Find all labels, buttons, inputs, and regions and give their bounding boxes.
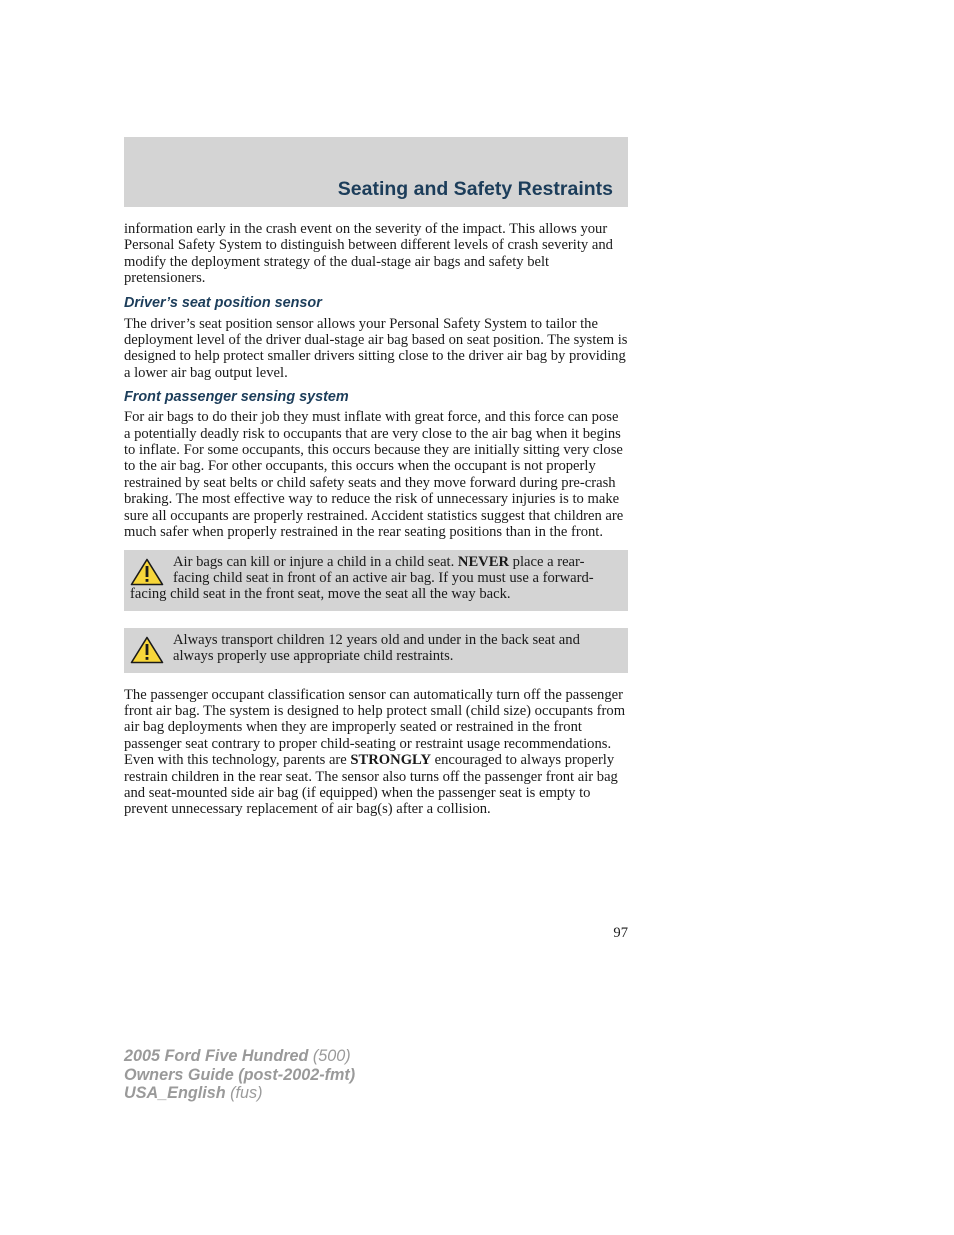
warning-text-part: Air bags can kill or injure a child in a child seat. — [173, 553, 458, 570]
footer-line-language — [124, 1084, 355, 1103]
classification-paragraph — [124, 687, 628, 818]
classification-text-part: The passenger occupant classification sensor can automatically turn off the passenger front air bag. The system is designed to help protect small (child size) occupants from air bag deployments when they are improperly seated or restrained in the front passenger seat contrary to proper child-seating or restraint usage recommendations. Even with this technology, parents are — [124, 686, 626, 769]
footer-language: USA_English — [124, 1084, 226, 1102]
classification-text-part: encouraged to always properly restrain children in the rear seat. The sensor also turns off the passenger front air bag and seat-mounted side air bag (if equipped) when the passenger seat is empty to prevent unnecessary replacement of air bag(s) after a collision. — [124, 752, 618, 818]
section-title: Seating and Safety Restraints — [337, 178, 613, 200]
warning-box-rear-seat — [124, 628, 628, 673]
page-number: 97 — [613, 925, 628, 941]
warning-triangle-icon — [130, 636, 164, 664]
warning-text-part: place a rear-facing child seat in front of an active air bag. If you must use a forward-facing child seat in the front seat, move the seat all the way back. — [130, 553, 594, 603]
section-header — [124, 137, 628, 207]
warning-triangle-icon — [130, 558, 164, 586]
seat-sensor-paragraph: The driver’s seat position sensor allows your Personal Safety System to tailor the deployment level of the driver dual-stage air bag based on seat position. The system is designed to help protect smaller drivers sitting close to the driver air bag by providing a lower air bag output level. — [124, 315, 628, 381]
passenger-sensing-heading: Front passenger sensing system — [124, 389, 349, 406]
document-footer — [124, 1047, 355, 1103]
footer-line-guide — [124, 1066, 355, 1085]
seat-sensor-heading: Driver’s seat position sensor — [124, 294, 322, 311]
footer-model: 2005 Ford Five Hundred — [124, 1047, 309, 1065]
page-content — [124, 221, 628, 818]
warning-text-rear-seat: Always transport children 12 years old and under in the back seat and always properly use appropriate child restraints. — [173, 631, 580, 665]
intro-paragraph: information early in the crash event on the severity of the impact. This allows your Personal Safety System to distinguish between different levels of crash severity and modify the deployment strategy of the dual-stage air bags and safety belt pretensioners. — [124, 221, 613, 287]
footer-guide: Owners Guide (post-2002-fmt) — [124, 1065, 356, 1084]
warning-box-child-seat — [124, 550, 628, 611]
warning-emphasis: NEVER — [457, 553, 509, 570]
passenger-sensing-paragraph: For air bags to do their job they must inflate with great force, and this force can pose a potentially deadly risk to occupants that are very close to the air bag when it begins to inflate. For some occupants, this occurs because they are initially sitting very close to the air bag. For other occupants, this occurs when the occupant is not properly restrained by seat belts or child safety seats and they move forward during pre-crash braking. The most effective way to reduce the risk of unnecessary injuries is to make sure all occupants are properly restrained. Accident statistics suggest that children are much safer when properly restrained in the rear seating positions than in the front. — [124, 409, 624, 541]
footer-language-code: (fus) — [225, 1084, 263, 1102]
classification-emphasis: STRONGLY — [350, 752, 431, 769]
warning-text-child-seat — [130, 554, 614, 603]
footer-line-model — [124, 1047, 355, 1066]
footer-model-code: (500) — [308, 1047, 351, 1065]
